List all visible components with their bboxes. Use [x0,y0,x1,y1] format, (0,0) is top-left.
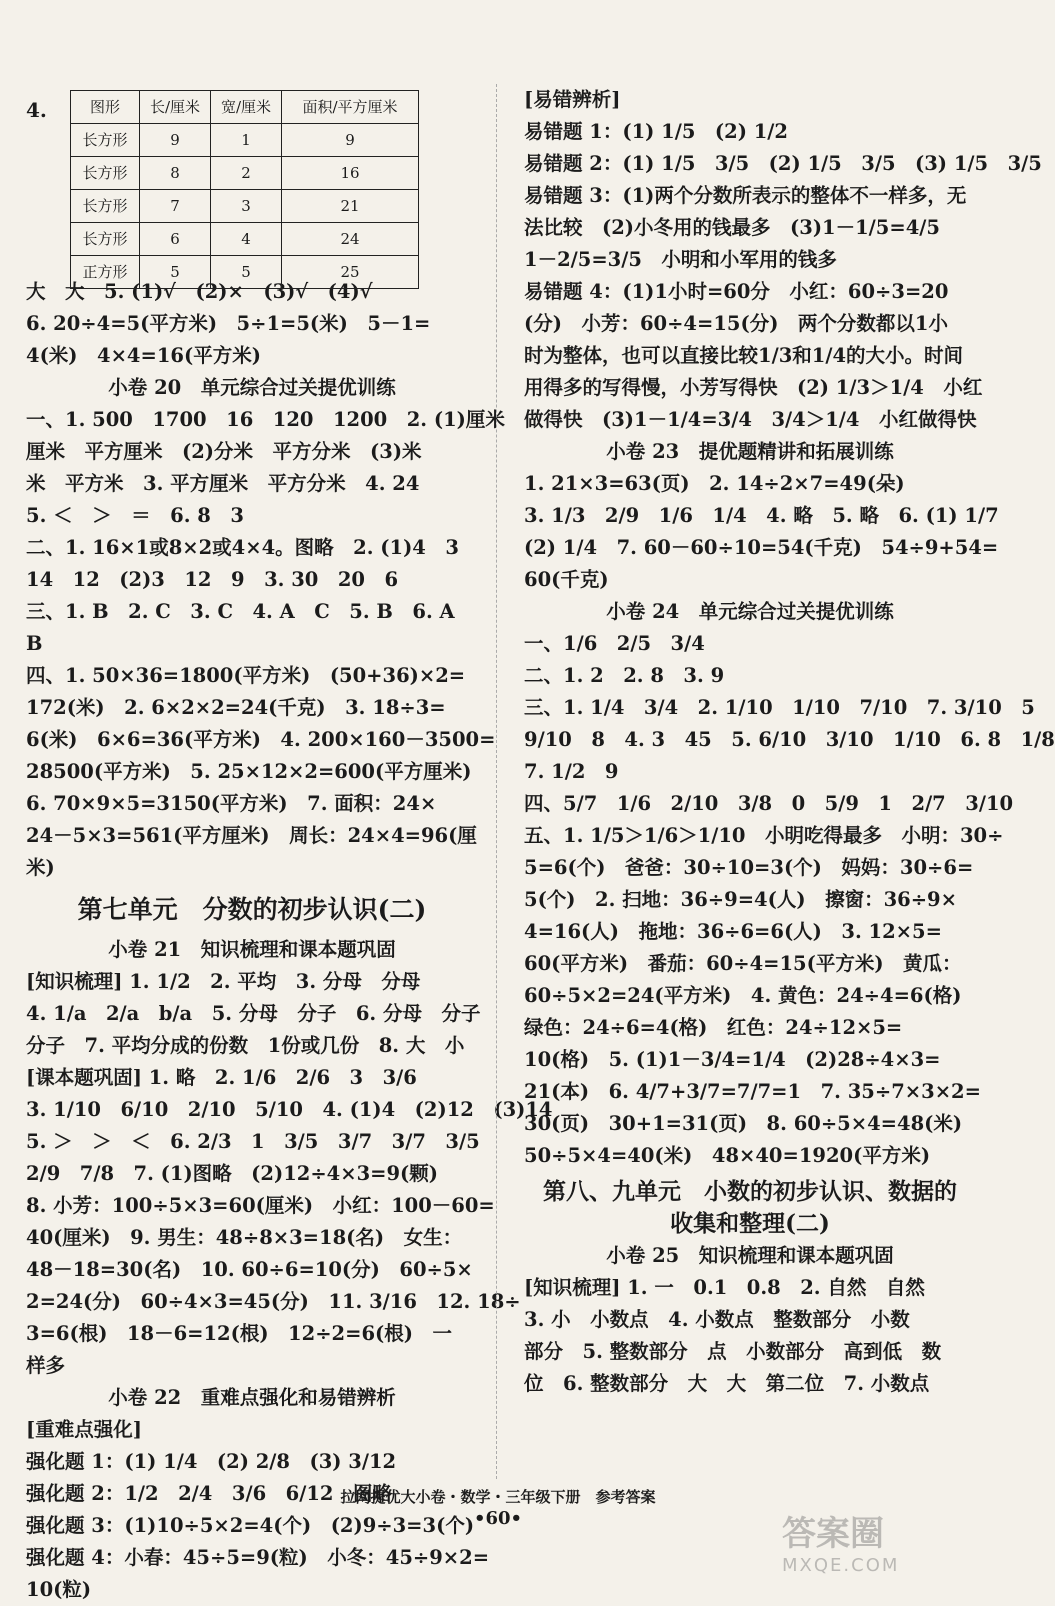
answer-line: B [26,632,43,655]
answer-line: 3. 小 小数点 4. 小数点 整数部分 小数 [524,1308,910,1331]
answer-line: 1－2/5=3/5 小明和小军用的钱多 [524,248,837,271]
watermark-logo [782,1506,972,1578]
table-header-cell: 面积/平方厘米 [282,91,419,124]
section-title-quiz-24: 小卷 24 单元综合过关提优训练 [606,600,894,623]
answer-line: 30(页) 30+1=31(页) 8. 60÷5×4=48(米) [524,1112,963,1135]
answer-line: 3. 1/10 6/10 2/10 5/10 4. (1)4 (2)12 (3)14 [26,1098,553,1121]
answer-line: 2/9 7/8 7. (1)图略 (2)12÷4×3=9(颗) [26,1162,439,1185]
answer-line: 分子 7. 平均分成的份数 1份或几份 8. 大 小 [26,1034,465,1057]
section-title-quiz-25: 小卷 25 知识梳理和课本题巩固 [606,1244,894,1267]
table-cell: 6 [140,223,211,256]
answer-line: 强化题 4：小春：45÷5=9(粒) 小冬：45÷9×2= [26,1546,490,1569]
answer-line: 四、5/7 1/6 2/10 3/8 0 5/9 1 2/7 3/10 [524,792,1014,815]
watermark-url: MXQE.COM [782,1555,900,1576]
answer-line: 5. ＜ ＞ ＝ 6. 8 3 [26,504,244,527]
table-cell: 长方形 [71,223,140,256]
answer-line: 四、1. 50×36=1800(平方米) (50+36)×2= [26,664,466,687]
table-cell: 4 [211,223,282,256]
answer-line: 60(平方米) 番茄：60÷4=15(平方米) 黄瓜： [524,952,962,975]
answer-line: 五、1. 1/5＞1/6＞1/10 小明吃得最多 小明：30÷ [524,824,1004,847]
answer-line: 三、1. B 2. C 3. C 4. A C 5. B 6. A [26,600,455,623]
table-cell: 正方形 [71,256,140,289]
answer-line: (分) 小芳：60÷4=15(分) 两个分数都以1小 [524,312,948,335]
table-cell: 9 [282,124,419,157]
answer-line: 6(米) 6×6=36(平方米) 4. 200×160－3500= [26,728,496,751]
answer-line: 48－18=30(名) 10. 60÷6=10(分) 60÷5× [26,1258,473,1281]
answer-line: 5. ＞ ＞ ＜ 6. 2/3 1 3/5 3/7 3/7 3/5 [26,1130,480,1153]
table-cell: 1 [211,124,282,157]
answer-line: 7. 1/2 9 [524,760,619,783]
table-row [71,256,419,289]
answer-line: 40(厘米) 9. 男生：48÷8×3=18(名) 女生： [26,1226,463,1249]
answer-line: 三、1. 1/4 3/4 2. 1/10 1/10 7/10 7. 3/10 5 [524,696,1035,719]
answer-line: 8. 小芳：100÷5×3=60(厘米) 小红：100－60= [26,1194,495,1217]
column-divider [496,84,497,1479]
table-cell: 长方形 [71,124,140,157]
section-title-quiz-22: 小卷 22 重难点强化和易错辨析 [108,1386,396,1409]
answer-line: 强化题 2：1/2 2/4 3/6 6/12 图略 [26,1482,392,1505]
table-row [71,223,419,256]
watermark-text: 答案圈 [782,1514,884,1554]
answer-line: 5(个) 2. 扫地：36÷9=4(人) 擦窗：36÷9× [524,888,957,911]
answer-line: 时为整体，也可以直接比较1/3和1/4的大小。时间 [524,344,964,367]
answer-line: 3=6(根) 18－6=12(根) 12÷2=6(根) 一 [26,1322,452,1345]
table-row [71,124,419,157]
answer-line: 4=16(人) 拖地：36÷6=6(人) 3. 12×5= [524,920,942,943]
answer-line: 米 平方米 3. 平方厘米 平方分米 4. 24 [26,472,420,495]
table-cell: 5 [140,256,211,289]
section-title-quiz-21: 小卷 21 知识梳理和课本题巩固 [108,938,396,961]
answer-line: 二、1. 16×1或8×2或4×4。图略 2. (1)4 3 [26,536,459,559]
table-cell: 8 [140,157,211,190]
answer-line: 6. 20÷4=5(平方米) 5÷1=5(米) 5－1= [26,312,431,335]
page-number: •60• [473,1508,523,1529]
answer-line: 易错题 3：(1)两个分数所表示的整体不一样多，无 [524,184,967,207]
section-title-quiz-20: 小卷 20 单元综合过关提优训练 [108,376,396,399]
answer-line: 1. 21×3=63(页) 2. 14÷2×7=49(朵) [524,472,905,495]
area-table-block [26,84,478,281]
table-cell: 5 [211,256,282,289]
table-cell: 24 [282,223,419,256]
answer-line: 法比较 (2)小冬用的钱最多 (3)1－1/5=4/5 [524,216,940,239]
answer-line: 3. 1/3 2/9 1/6 1/4 4. 略 5. 略 6. (1) 1/7 [524,504,999,527]
table-cell: 长方形 [71,190,140,223]
page-footer: 拉网提优大小卷・数学・三年级下册 参考答案 [340,1488,656,1506]
table-cell: 25 [282,256,419,289]
table-header-cell: 长/厘米 [140,91,211,124]
table-cell: 16 [282,157,419,190]
answer-line: 10(粒) [26,1578,92,1601]
answer-line: 位 6. 整数部分 大 大 第二位 7. 小数点 [524,1372,930,1395]
answer-line: 21(本) 6. 4/7+3/7=7/7=1 7. 35÷7×3×2= [524,1080,981,1103]
answer-line: 14 12 (2)3 12 9 3. 30 20 6 [26,568,399,591]
answer-line: 部分 5. 整数部分 点 小数部分 高到低 数 [524,1340,942,1363]
answer-line: 易错题 1：(1) 1/5 (2) 1/2 [524,120,788,143]
answer-line: 二、1. 2 2. 8 3. 9 [524,664,725,687]
table-header-row [71,91,419,124]
answer-line: 做得快 (3)1－1/4=3/4 3/4＞1/4 小红做得快 [524,408,977,431]
answer-line: [重难点强化] [26,1418,142,1441]
answer-line: 24－5×3=561(平方厘米) 周长：24×4=96(厘 [26,824,477,847]
answer-line: 28500(平方米) 5. 25×12×2=600(平方厘米) [26,760,472,783]
table-cell: 21 [282,190,419,223]
right-column [524,84,1055,1400]
table-cell: 9 [140,124,211,157]
answer-line: 10(格) 5. (1)1－3/4=1/4 (2)28÷4×3= [524,1048,941,1071]
answer-line: [知识梳理] 1. 1/2 2. 平均 3. 分母 分母 [26,970,421,993]
answer-line: 6. 70×9×5=3150(平方米) 7. 面积：24× [26,792,437,815]
answer-line: 172(米) 2. 6×2×2=24(千克) 3. 18÷3= [26,696,446,719]
answer-line: 一、1. 500 1700 16 120 1200 2. (1)厘米 [26,408,505,431]
answer-line: [易错辨析] [524,88,621,111]
table-row [71,157,419,190]
table-cell: 3 [211,190,282,223]
answer-line: 4. 1/a 2/a b/a 5. 分母 分子 6. 分母 分子 [26,1002,481,1025]
table-header-cell: 图形 [71,91,140,124]
table-row [71,190,419,223]
unit-8-9-title-line-1: 第八、九单元 小数的初步认识、数据的 [543,1178,957,1205]
answer-line: 9/10 8 4. 3 45 5. 6/10 3/10 1/10 6. 8 1/8 [524,728,1055,751]
answer-line: 样多 [26,1354,66,1377]
answer-line: [课本题巩固] 1. 略 2. 1/6 2/6 3 3/6 [26,1066,417,1089]
answer-line: 50÷5×4=40(米) 48×40=1920(平方米) [524,1144,931,1167]
answer-line: 60÷5×2=24(平方米) 4. 黄色：24÷4=6(格) [524,984,962,1007]
answer-line: 强化题 3：(1)10÷5×2=4(个) (2)9÷3=3(个) [26,1514,475,1537]
area-table [70,90,419,289]
answer-line: 易错题 2：(1) 1/5 3/5 (2) 1/5 3/5 (3) 1/5 3/5 [524,152,1042,175]
answer-line: 一、1/6 2/5 3/4 [524,632,705,655]
answer-line: 大 大 5. (1)√ (2)× (3)√ (4)√ [26,280,373,303]
answer-line: 用得多的写得慢，小芳写得快 (2) 1/3＞1/4 小红 [524,376,983,399]
unit-8-9-title-line-2: 收集和整理(二) [670,1210,830,1237]
table-cell: 7 [140,190,211,223]
unit-7-title: 第七单元 分数的初步认识(二) [77,895,427,924]
answer-line: [知识梳理] 1. 一 0.1 0.8 2. 自然 自然 [524,1276,925,1299]
answer-line: 2=24(分) 60÷4×3=45(分) 11. 3/16 12. 18÷ [26,1290,521,1313]
answer-line: 易错题 4：(1)1小时=60分 小红：60÷3=20 [524,280,949,303]
answer-line: 强化题 1：(1) 1/4 (2) 2/8 (3) 3/12 [26,1450,397,1473]
answer-line: 4(米) 4×4=16(平方米) [26,344,261,367]
table-header-cell: 宽/厘米 [211,91,282,124]
table-cell: 长方形 [71,157,140,190]
section-title-quiz-23: 小卷 23 提优题精讲和拓展训练 [606,440,894,463]
answer-line: 5=6(个) 爸爸：30÷10=3(个) 妈妈：30÷6= [524,856,974,879]
table-label: 4. [26,98,47,122]
table-cell: 2 [211,157,282,190]
answer-line: 60(千克) [524,568,609,591]
answer-line: 米) [26,856,55,879]
answer-line: 绿色：24÷6=4(格) 红色：24÷12×5= [524,1016,903,1039]
answer-line: 厘米 平方厘米 (2)分米 平方分米 (3)米 [26,440,422,463]
answer-line: (2) 1/4 7. 60－60÷10=54(千克) 54÷9+54= [524,536,999,559]
